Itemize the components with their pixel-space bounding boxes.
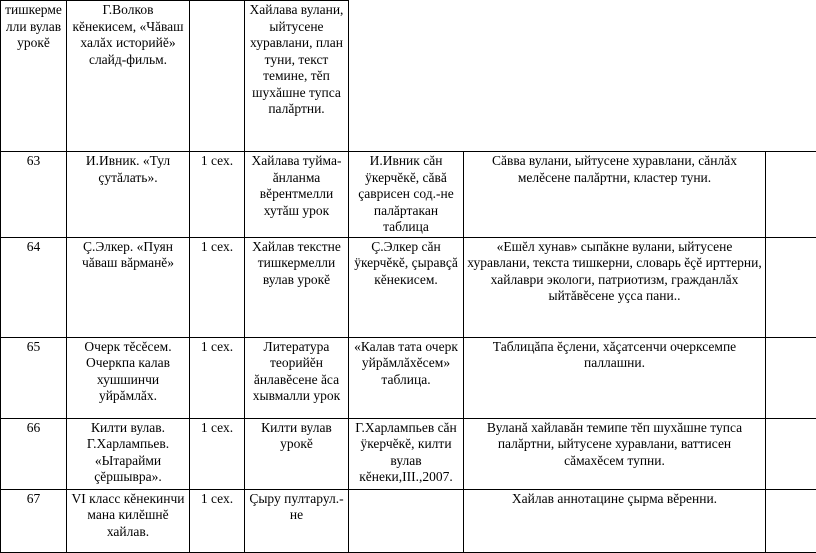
notes-cell [766, 152, 816, 238]
topic-cell: И.Ивник. «Тул çутăлать». [67, 152, 190, 238]
lesson-number-cell: 67 [1, 489, 67, 552]
lesson-type-cell: Хайлав текстне тишкермелли вулав урокĕ [245, 237, 349, 337]
hours-cell: 1 сех. [190, 418, 245, 489]
lesson-type-cell: Килти вулав урокĕ [245, 418, 349, 489]
activities-cell [464, 1, 766, 152]
lesson-type-cell: Хайлава туйма-ăнланма вĕрентмелли хутăш урок [245, 152, 349, 238]
notes-cell [766, 337, 816, 418]
table-row [1, 489, 816, 552]
hours-cell: 1 сех. [190, 152, 245, 238]
lesson-type-cell: Çыру пултарул.-не [245, 489, 349, 552]
lesson-type-cell: Литература теорийĕн ăнлавĕсене ăса хывмалли урок [245, 337, 349, 418]
topic-cell: VI класс кĕнекинчи мана килĕшнĕ хайлав. [67, 489, 190, 552]
lesson-number-cell: 64 [1, 237, 67, 337]
topic-cell: Ç.Элкер. «Пуян чăваш вăрманĕ» [67, 237, 190, 337]
hours-cell: 1 сех. [190, 489, 245, 552]
notes-cell [766, 237, 816, 337]
materials-cell [349, 489, 464, 552]
lesson-number-cell: 65 [1, 337, 67, 418]
table-row [1, 1, 816, 152]
topic-cell: Килти вулав. Г.Харлампьев. «Ытарайми çĕршывра». [67, 418, 190, 489]
materials-cell [349, 1, 464, 152]
table-row [1, 337, 816, 418]
topic-cell: Очерк тĕсĕсем. Очеркпа калав хушшинчи уйрăмлăх. [67, 337, 190, 418]
notes-cell [766, 489, 816, 552]
table-row [1, 237, 816, 337]
materials-cell: «Калав тата очерк уйрăмлăхĕсем» таблица. [349, 337, 464, 418]
activities-cell: Таблицăпа ĕçлени, хăçатсенчи очерксемпе паллашни. [464, 337, 766, 418]
lesson-number-cell: тишкермелли вулав урокĕ [1, 1, 67, 152]
table-row [1, 418, 816, 489]
lesson-number-cell: 63 [1, 152, 67, 238]
topic-cell: Г.Волков кĕнекисем, «Чăваш халăх историйĕ» слайд-фильм. [67, 1, 190, 152]
table-row [1, 152, 816, 238]
activities-cell: Вуланă хайлавăн темипе тĕп шухăшне тупса палăртни, ыйтусене хуравлани, ваттисен сăмахĕсем тупни. [464, 418, 766, 489]
materials-cell: Ç.Элкер сăн ÿкерчĕкĕ, çыравçă кĕнекисем. [349, 237, 464, 337]
notes-cell [766, 418, 816, 489]
lesson-type-cell: Хайлава вулани, ыйтусене хуравлани, план туни, текст темине, тĕп шухăшне тупса палăртни. [245, 1, 349, 152]
activities-cell: Сăвва вулани, ыйтусене хуравлани, сăнлăх мелĕсене палăртни, кластер туни. [464, 152, 766, 238]
hours-cell [190, 1, 245, 152]
hours-cell: 1 сех. [190, 337, 245, 418]
materials-cell: Г.Харлампьев сăн ÿкерчĕкĕ, килти вулав кĕнеки,III.,2007. [349, 418, 464, 489]
hours-cell: 1 сех. [190, 237, 245, 337]
lesson-number-cell: 66 [1, 418, 67, 489]
materials-cell: И.Ивник сăн ÿкерчĕкĕ, сăвă çаврисен сод.-не палăртакан таблица [349, 152, 464, 238]
notes-cell [766, 1, 816, 152]
activities-cell: Хайлав аннотацине çырма вĕренни. [464, 489, 766, 552]
activities-cell: «Ешĕл хунав» сыпăкне вулани, ыйтусене хуравлани, текста тишкерни, словарь ĕçĕ ирттерни, хайлаври экологи, патриотизм, гражданлăх ыйтăвĕсене уçса пани.. [464, 237, 766, 337]
